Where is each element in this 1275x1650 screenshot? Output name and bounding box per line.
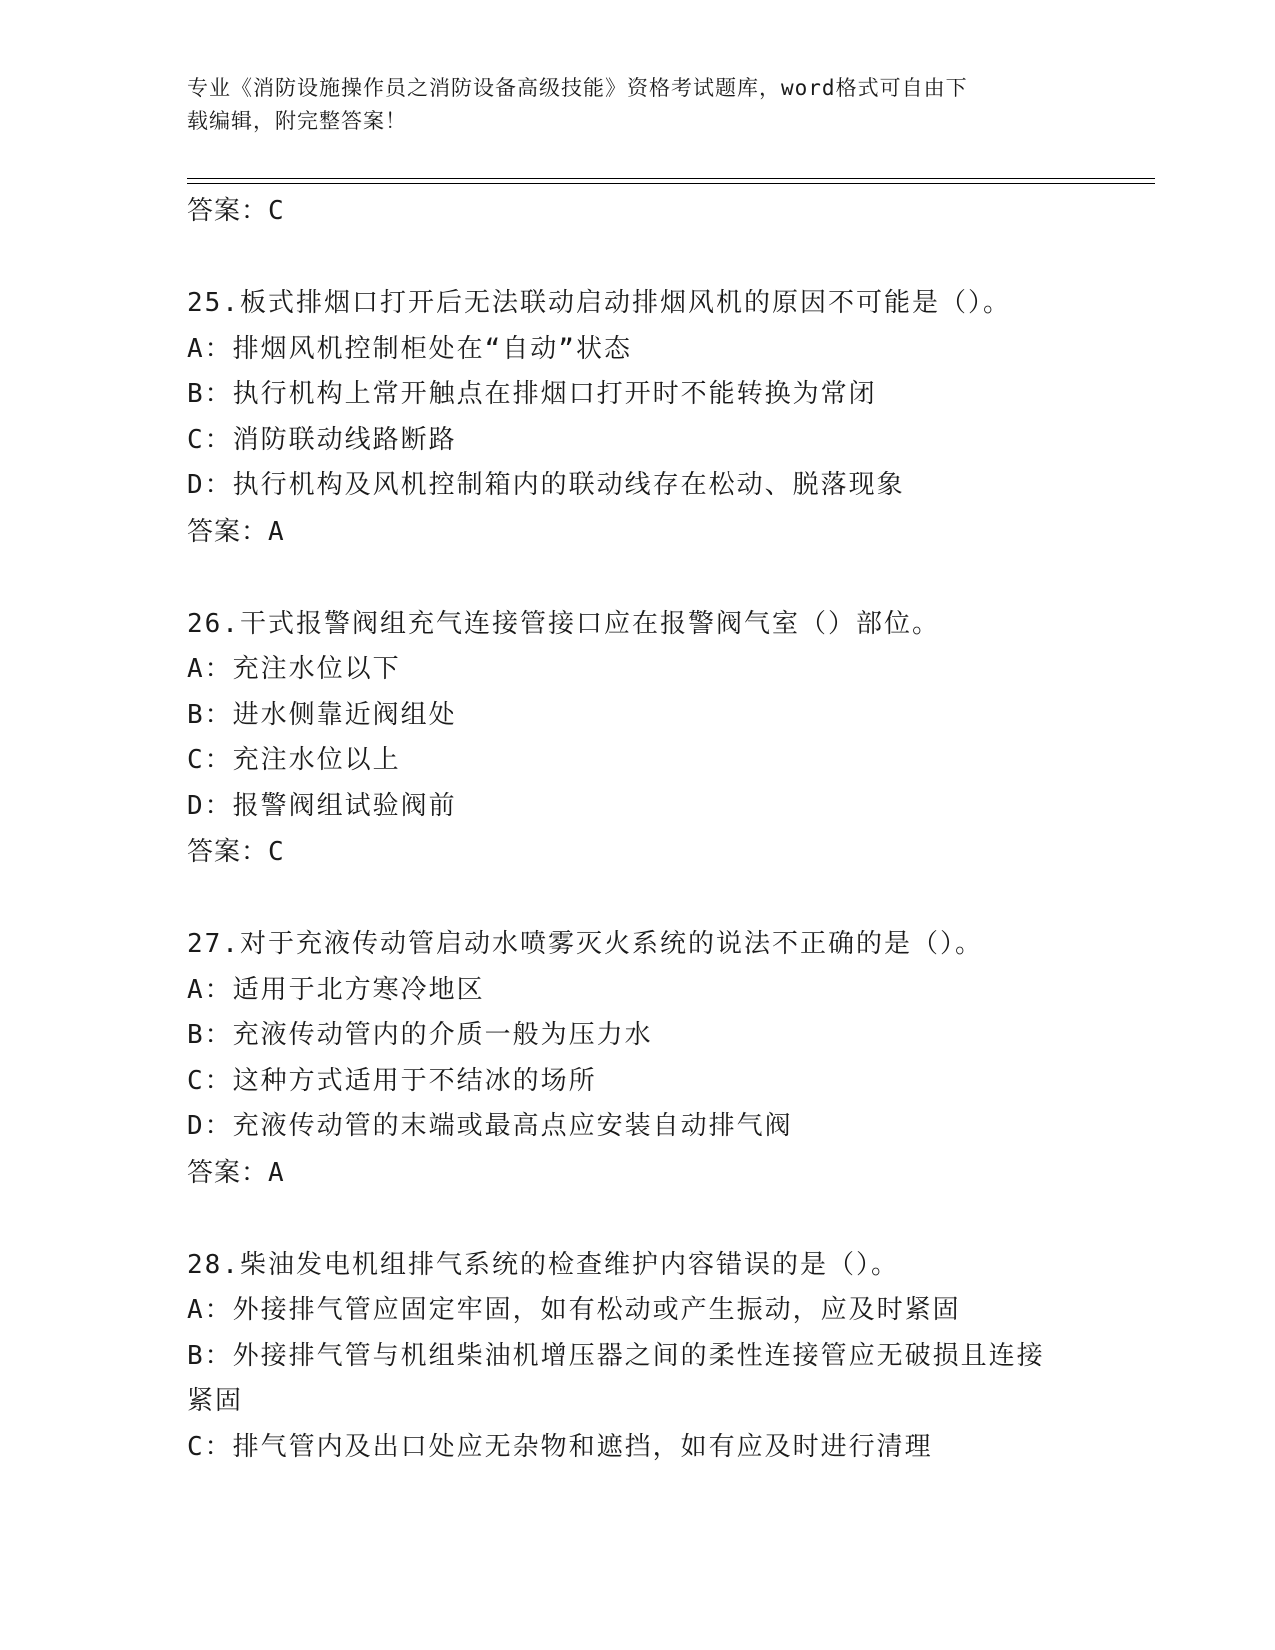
- option-c: C：充注水位以上: [187, 745, 401, 775]
- option-a: A：排烟风机控制柜处在“自动”状态: [187, 333, 632, 364]
- option-b: B：进水侧靠近阀组处: [187, 699, 457, 730]
- option-d: D：执行机构及风机控制箱内的联动线存在松动、脱落现象: [187, 470, 905, 500]
- option-b: B：外接排气管与机组柴油机增压器之间的柔性连接管应无破损且连接紧固: [187, 1340, 1045, 1416]
- option-c: C：这种方式适用于不结冰的场所: [187, 1065, 597, 1096]
- question-25: [187, 281, 1087, 555]
- option-b: B：充液传动管内的介质一般为压力水: [187, 1020, 653, 1050]
- answer-label: 答案：C: [187, 837, 285, 867]
- question-list: [187, 188, 1087, 1470]
- option-c: C：消防联动线路断路: [187, 424, 457, 455]
- header-divider-thick: [187, 178, 1155, 179]
- option-a: A：充注水位以下: [187, 654, 401, 684]
- question-stem: 27.对于充液传动管启动水喷雾灭火系统的说法不正确的是（）。: [187, 929, 983, 959]
- option-b: B：执行机构上常开触点在排烟口打开时不能转换为常闭: [187, 379, 877, 409]
- question-stem: 26.干式报警阀组充气连接管接口应在报警阀气室（）部位。: [187, 608, 940, 639]
- question-28: [187, 1243, 1087, 1471]
- question-27: [187, 922, 1087, 1196]
- answer-label: 答案：A: [187, 1157, 285, 1188]
- header-line-1: 专业《消防设施操作员之消防设备高级技能》资格考试题库，word格式可自由下: [187, 76, 968, 100]
- option-d: D：报警阀组试验阀前: [187, 790, 457, 821]
- option-a: A：外接排气管应固定牢固，如有松动或产生振动，应及时紧固: [187, 1295, 961, 1325]
- option-a: A：适用于北方寒冷地区: [187, 974, 485, 1005]
- option-c: C：排气管内及出口处应无杂物和遮挡，如有应及时进行清理: [187, 1431, 933, 1462]
- question-stem: 28.柴油发电机组排气系统的检查维护内容错误的是（）。: [187, 1249, 899, 1280]
- header-divider-thin: [187, 183, 1155, 184]
- question-stem: 25.板式排烟口打开后无法联动启动排烟风机的原因不可能是（）。: [187, 288, 1011, 318]
- option-d: D：充液传动管的末端或最高点应安装自动排气阀: [187, 1111, 793, 1141]
- answer-label: 答案：C: [187, 196, 285, 226]
- answer-label: 答案：A: [187, 516, 285, 547]
- header-line-2: 载编辑，附完整答案！: [187, 109, 407, 133]
- page-header: [187, 72, 1087, 138]
- question-26: [187, 602, 1087, 876]
